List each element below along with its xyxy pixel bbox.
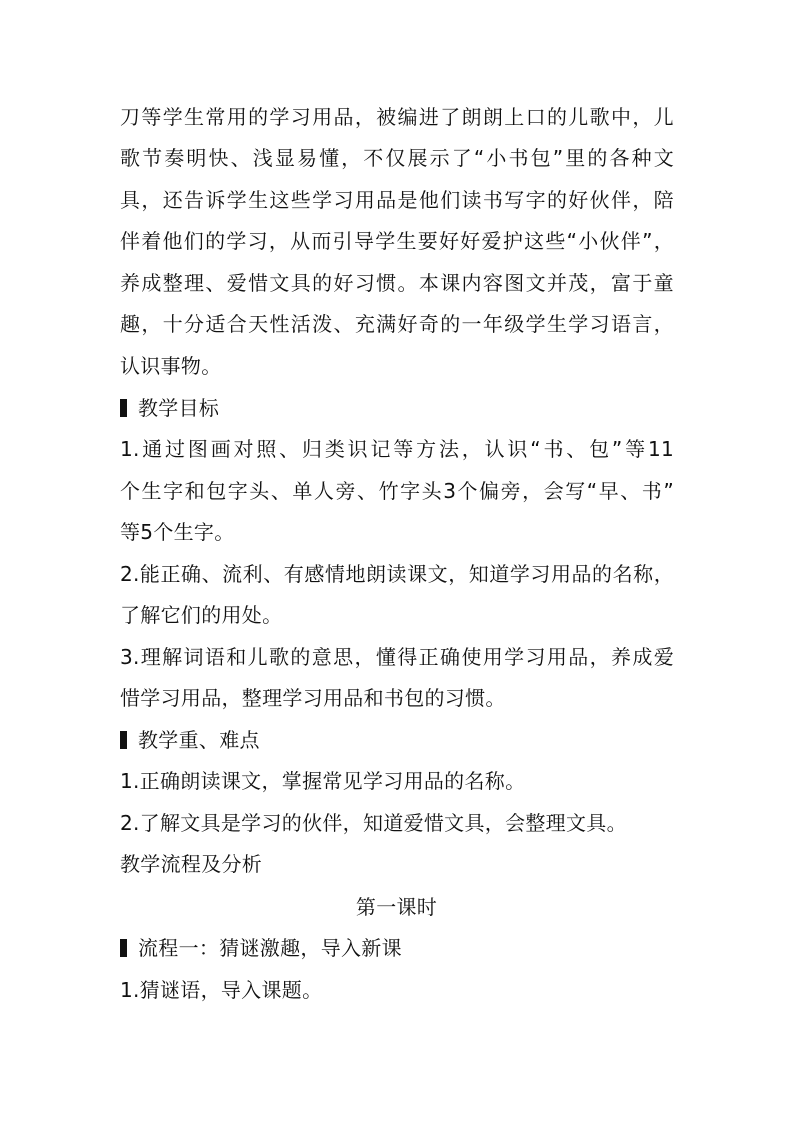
list-item-line: 个生字和包字头、单人旁、竹字头3个偏旁，会写“早、书” [120,479,674,503]
heading-marker [120,939,127,957]
text-line: 具，还告诉学生这些学习用品是他们读书写字的好伙伴，陪 [120,188,674,212]
text-line: 趣，十分适合天性活泼、充满好奇的一年级学生学习语言， [120,312,674,336]
list-item-line: 3.理解词语和儿歌的意思，懂得正确使用学习用品，养成爱 [120,645,674,669]
text-line: 伴着他们的学习，从而引导学生要好好爱护这些“小伙伴”， [120,229,674,253]
section-heading-keypoints [120,726,260,754]
heading-marker [120,399,127,417]
list-item-line: 等5个生字。 [120,520,235,544]
list-item-line: 1.正确朗读课文，掌握常见学习用品的名称。 [120,769,526,793]
list-item-line: 2.能正确、流利、有感情地朗读课文，知道学习用品的名称， [120,562,674,586]
list-item-line: 惜学习用品，整理学习用品和书包的习惯。 [120,686,506,710]
lesson-title: 第一课时 [355,895,438,919]
list-item-line: 了解它们的用处。 [120,603,283,627]
heading-text: 流程一：猜谜激趣，导入新课 [138,936,402,960]
heading-text: 教学目标 [138,396,220,420]
text-line: 歌节奏明快、浅显易懂，不仅展示了“小书包”里的各种文 [120,146,674,170]
text-line: 刀等学生常用的学习用品，被编进了朗朗上口的儿歌中，儿 [120,105,674,129]
heading-text: 教学重、难点 [138,728,260,752]
heading-marker [120,731,127,749]
list-item-line: 1.猜谜语，导入课题。 [120,978,323,1002]
text-line: 认识事物。 [120,354,222,378]
section-heading-goals [120,394,219,422]
process-title: 教学流程及分析 [120,852,263,876]
section-heading-flow-one [120,934,402,962]
list-item-line: 2.了解文具是学习的伙伴，知道爱惜文具，会整理文具。 [120,811,627,835]
list-item-line: 1.通过图画对照、归类识记等方法，认识“书、包”等11 [120,437,674,461]
text-line: 养成整理、爱惜文具的好习惯。本课内容图文并茂，富于童 [120,271,674,295]
